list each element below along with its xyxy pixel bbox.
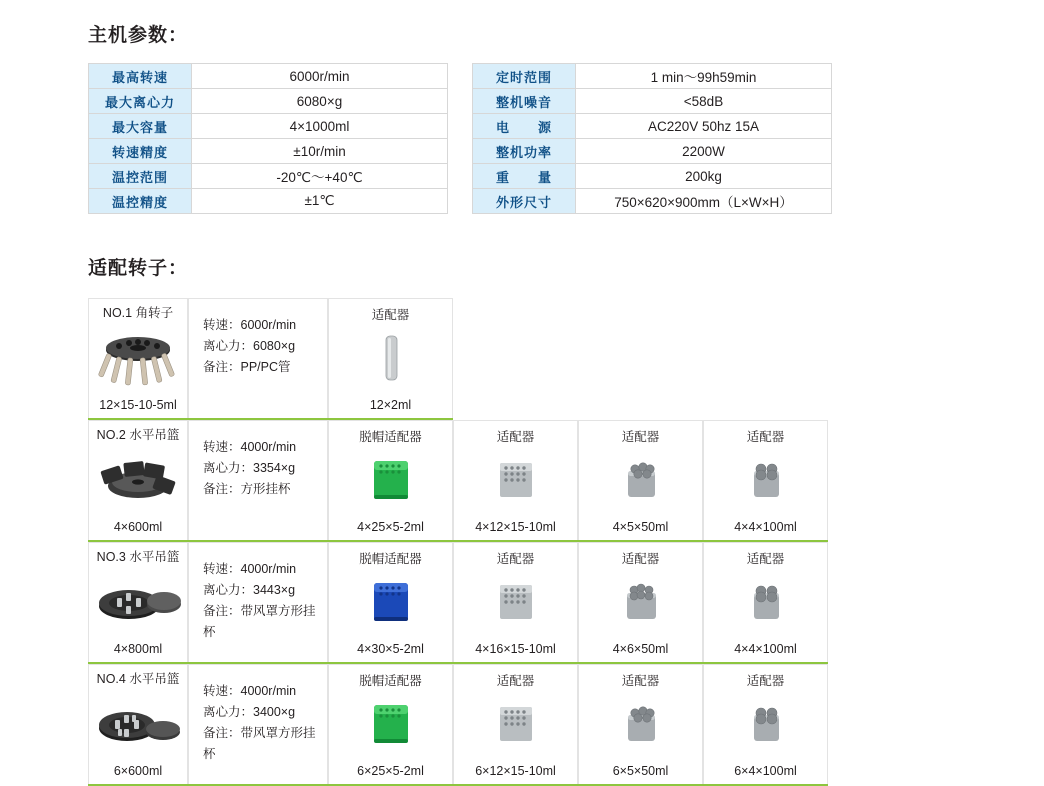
adapter-caption: 4×16×15-10ml bbox=[475, 642, 556, 656]
spec-key: 整机功率 bbox=[473, 139, 576, 164]
spec-value: ±1℃ bbox=[192, 189, 448, 214]
spec-key: 外形尺寸 bbox=[473, 189, 576, 214]
adapter-caption: 6×25×5-2ml bbox=[357, 764, 424, 778]
spec-value: 6080×g bbox=[192, 89, 448, 114]
table-row bbox=[473, 64, 832, 89]
adapter-cell bbox=[328, 542, 453, 662]
spec-value: 1 min～99h59min bbox=[576, 64, 832, 89]
rotor-capacity: 4×600ml bbox=[113, 520, 163, 534]
rotor-force: 离心力：3400×g bbox=[203, 705, 296, 719]
rotor-note: 备注：PP/PC管 bbox=[203, 360, 291, 374]
spec-value: -20℃～+40℃ bbox=[192, 164, 448, 189]
adapter-caption: 6×5×50ml bbox=[612, 764, 669, 778]
shielded-rotor-six-icon bbox=[89, 693, 187, 755]
rotor-main-cell bbox=[88, 420, 188, 540]
grey-bucket-5-icon bbox=[579, 695, 702, 753]
grey-bucket-6-icon bbox=[579, 573, 702, 631]
adapter-caption: 4×6×50ml bbox=[612, 642, 669, 656]
spec-key: 转速精度 bbox=[89, 139, 192, 164]
rotor-name: NO.4 水平吊篮 bbox=[96, 672, 180, 686]
adapter-cell bbox=[578, 420, 703, 540]
spec-key: 重 量 bbox=[473, 164, 576, 189]
green-rack-icon bbox=[329, 695, 452, 753]
rotor-main-cell bbox=[88, 542, 188, 662]
adapter-cell bbox=[453, 664, 578, 784]
grey-rack-icon bbox=[454, 451, 577, 509]
table-row bbox=[473, 89, 832, 114]
adapter-title: 适配器 bbox=[621, 552, 660, 566]
spec-key: 温控精度 bbox=[89, 189, 192, 214]
adapter-title: 脱帽适配器 bbox=[359, 552, 422, 566]
table-row bbox=[89, 114, 448, 139]
rotor-name: NO.2 水平吊篮 bbox=[96, 428, 180, 442]
spec-key: 定时范围 bbox=[473, 64, 576, 89]
spec-table-left bbox=[88, 63, 448, 214]
adapter-caption: 4×4×100ml bbox=[734, 642, 797, 656]
rotor-spec-cell bbox=[188, 298, 328, 418]
rotor-row bbox=[88, 298, 453, 420]
rotor-speed: 转速：6000r/min bbox=[203, 318, 297, 332]
adapter-title: 适配器 bbox=[496, 552, 535, 566]
table-row bbox=[473, 189, 832, 214]
spec-value: 6000r/min bbox=[192, 64, 448, 89]
page-title-compatible-rotors: 适配转子： bbox=[88, 258, 189, 279]
rotor-speed: 转速：4000r/min bbox=[203, 562, 297, 576]
spec-key: 最大离心力 bbox=[89, 89, 192, 114]
rotor-note: 备注：带风罩方形挂杯 bbox=[203, 726, 316, 761]
adapter-caption: 4×25×5-2ml bbox=[357, 520, 424, 534]
rotor-note: 备注：方形挂杯 bbox=[203, 482, 291, 496]
rotor-capacity: 12×15-10-5ml bbox=[99, 398, 177, 412]
table-row bbox=[473, 164, 832, 189]
adapter-caption: 12×2ml bbox=[369, 398, 412, 412]
spec-key: 最高转速 bbox=[89, 64, 192, 89]
adapter-title: 适配器 bbox=[621, 430, 660, 444]
spec-key: 最大容量 bbox=[89, 114, 192, 139]
rotor-spec-cell bbox=[188, 664, 328, 784]
spec-table-right bbox=[472, 63, 832, 214]
spec-value: 750×620×900mm（L×W×H） bbox=[576, 189, 832, 214]
page-title-host-parameters: 主机参数： bbox=[88, 25, 189, 46]
adapter-caption: 6×12×15-10ml bbox=[475, 764, 556, 778]
adapter-title: 脱帽适配器 bbox=[359, 674, 422, 688]
adapter-title: 适配器 bbox=[746, 430, 785, 444]
shielded-rotor-icon bbox=[89, 571, 187, 633]
adapter-cell bbox=[328, 298, 453, 418]
adapter-title: 适配器 bbox=[621, 674, 660, 688]
rotor-name: NO.1 角转子 bbox=[102, 306, 174, 320]
adapter-cell bbox=[328, 664, 453, 784]
adapter-cell bbox=[578, 664, 703, 784]
angle-rotor-icon bbox=[89, 327, 187, 389]
adapter-caption: 4×5×50ml bbox=[612, 520, 669, 534]
adapter-caption: 6×4×100ml bbox=[734, 764, 797, 778]
adapter-cell bbox=[328, 420, 453, 540]
table-row bbox=[89, 189, 448, 214]
rotor-main-cell bbox=[88, 664, 188, 784]
grey-bucket-4-icon bbox=[704, 451, 827, 509]
adapter-title: 适配器 bbox=[746, 674, 785, 688]
spec-key: 电 源 bbox=[473, 114, 576, 139]
adapter-cell bbox=[453, 542, 578, 662]
table-row bbox=[89, 164, 448, 189]
single-tube-icon bbox=[329, 329, 452, 387]
adapter-caption: 4×12×15-10ml bbox=[475, 520, 556, 534]
rotor-spec-cell bbox=[188, 420, 328, 540]
adapter-title: 适配器 bbox=[746, 552, 785, 566]
rotor-capacity: 6×600ml bbox=[113, 764, 163, 778]
spec-value: ±10r/min bbox=[192, 139, 448, 164]
adapter-title: 适配器 bbox=[496, 674, 535, 688]
rotor-force: 离心力：6080×g bbox=[203, 339, 296, 353]
table-row bbox=[473, 139, 832, 164]
spec-value: <58dB bbox=[576, 89, 832, 114]
table-row bbox=[89, 139, 448, 164]
adapter-cell bbox=[703, 664, 828, 784]
grey-bucket-5-icon bbox=[579, 451, 702, 509]
rotor-main-cell bbox=[88, 298, 188, 418]
adapter-cell bbox=[703, 542, 828, 662]
rotor-speed: 转速：4000r/min bbox=[203, 684, 297, 698]
spec-value: 4×1000ml bbox=[192, 114, 448, 139]
swing-bucket-rotor-icon bbox=[89, 449, 187, 511]
rotor-row bbox=[88, 420, 828, 542]
adapter-caption: 4×30×5-2ml bbox=[357, 642, 424, 656]
rotor-name: NO.3 水平吊篮 bbox=[96, 550, 180, 564]
rotor-speed: 转速：4000r/min bbox=[203, 440, 297, 454]
rotor-spec-cell bbox=[188, 542, 328, 662]
grey-rack-icon bbox=[454, 573, 577, 631]
adapter-cell bbox=[578, 542, 703, 662]
rotor-note: 备注：带风罩方形挂杯 bbox=[203, 604, 316, 639]
table-row bbox=[89, 89, 448, 114]
rotor-row bbox=[88, 664, 828, 786]
spec-value: AC220V 50hz 15A bbox=[576, 114, 832, 139]
spec-key: 温控范围 bbox=[89, 164, 192, 189]
rotor-force: 离心力：3443×g bbox=[203, 583, 296, 597]
rotor-row bbox=[88, 542, 828, 664]
table-row bbox=[473, 114, 832, 139]
table-row bbox=[89, 64, 448, 89]
adapter-caption: 4×4×100ml bbox=[734, 520, 797, 534]
adapter-title: 适配器 bbox=[371, 308, 410, 322]
grey-rack-icon bbox=[454, 695, 577, 753]
adapter-title: 脱帽适配器 bbox=[359, 430, 422, 444]
rotor-force: 离心力：3354×g bbox=[203, 461, 296, 475]
adapter-cell bbox=[703, 420, 828, 540]
green-rack-icon bbox=[329, 451, 452, 509]
rotor-capacity: 4×800ml bbox=[113, 642, 163, 656]
grey-bucket-4-icon bbox=[704, 573, 827, 631]
spec-key: 整机噪音 bbox=[473, 89, 576, 114]
spec-value: 2200W bbox=[576, 139, 832, 164]
adapter-cell bbox=[453, 420, 578, 540]
spec-value: 200kg bbox=[576, 164, 832, 189]
adapter-title: 适配器 bbox=[496, 430, 535, 444]
blue-rack-icon bbox=[329, 573, 452, 631]
grey-bucket-4-icon bbox=[704, 695, 827, 753]
